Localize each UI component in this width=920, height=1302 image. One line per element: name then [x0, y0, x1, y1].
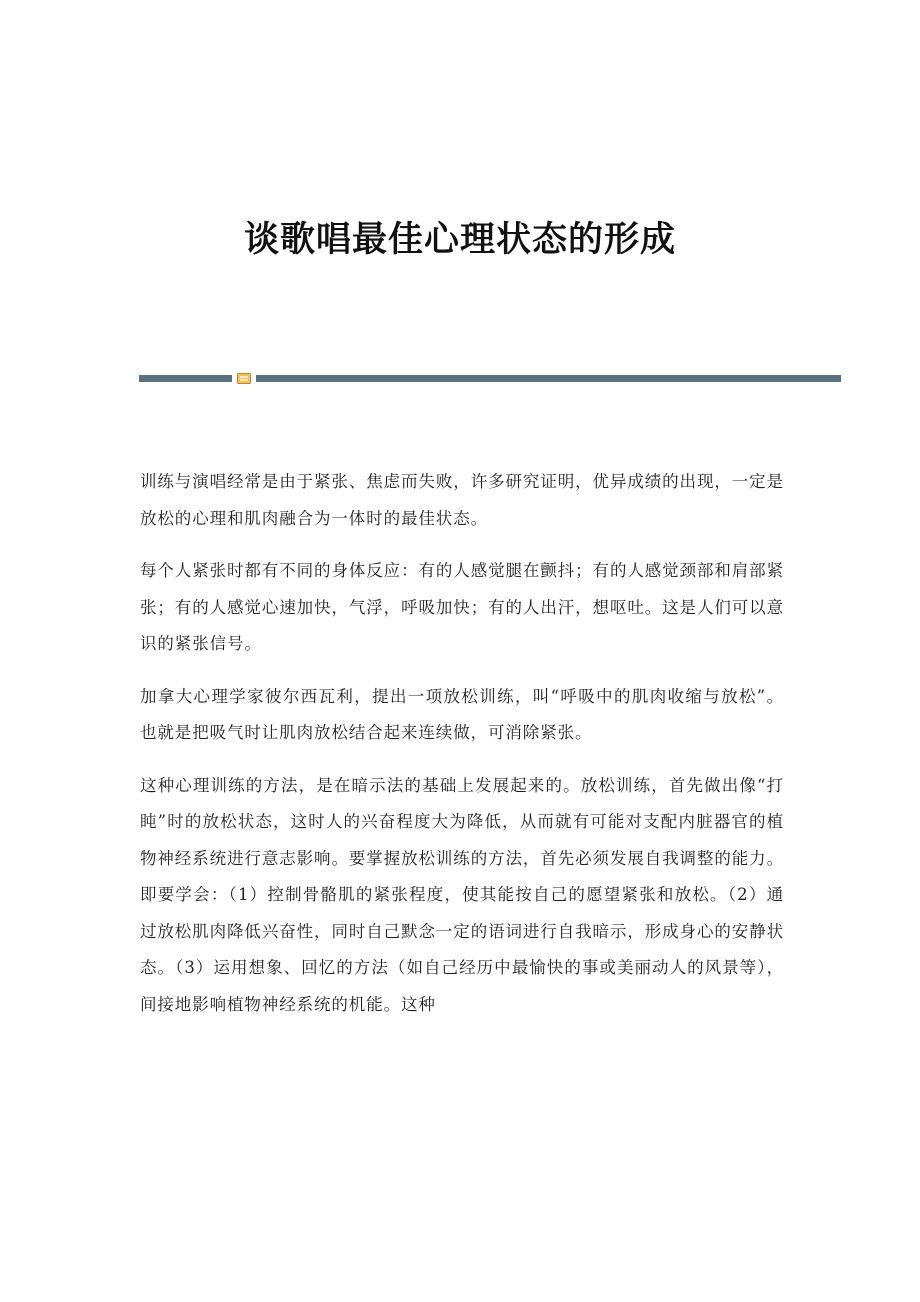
- divider-bar-right: [256, 375, 841, 382]
- paragraph: 这种心理训练的方法，是在暗示法的基础上发展起来的。放松训练，首先做出像“打盹”时的放松状态，这时人的兴奋程度大为降低，从而就有可能对支配内脏器官的植物神经系统进行意志影响。要掌握放松训练的方法，首先必须发展自我调整的能力。即要学会：（1）控制骨骼肌的紧张程度，使其能按自己的愿望紧张和放松。（2）通过放松肌肉降低兴奋性，同时自己默念一定的语词进行自我暗示，形成身心的安静状态。（3）运用想象、回忆的方法（如自己经历中最愉快的事或美丽动人的风景等），间接地影响植物神经系统的机能。这种: [140, 775, 784, 1014]
- paragraph: 加拿大心理学家彼尔西瓦利，提出一项放松训练，叫“呼吸中的肌肉收缩与放松”。也就是把吸气时让肌肉放松结合起来连续做，可消除紧张。: [140, 686, 784, 742]
- article-body: [140, 464, 784, 1039]
- page-title: 谈歌唱最佳心理状态的形成: [243, 219, 676, 260]
- document-ornament-icon: [237, 373, 251, 384]
- paragraph: 每个人紧张时都有不同的身体反应：有的人感觉腿在颤抖；有的人感觉颈部和肩部紧张；有的人感觉心速加快，气浮，呼吸加快；有的人出汗，想呕吐。这是人们可以意识的紧张信号。: [140, 561, 784, 653]
- paragraph: 训练与演唱经常是由于紧张、焦虑而失败，许多研究证明，优异成绩的出现，一定是放松的心理和肌肉融合为一体时的最佳状态。: [140, 472, 784, 528]
- divider-bar-left: [139, 375, 232, 382]
- title-divider: [139, 372, 841, 384]
